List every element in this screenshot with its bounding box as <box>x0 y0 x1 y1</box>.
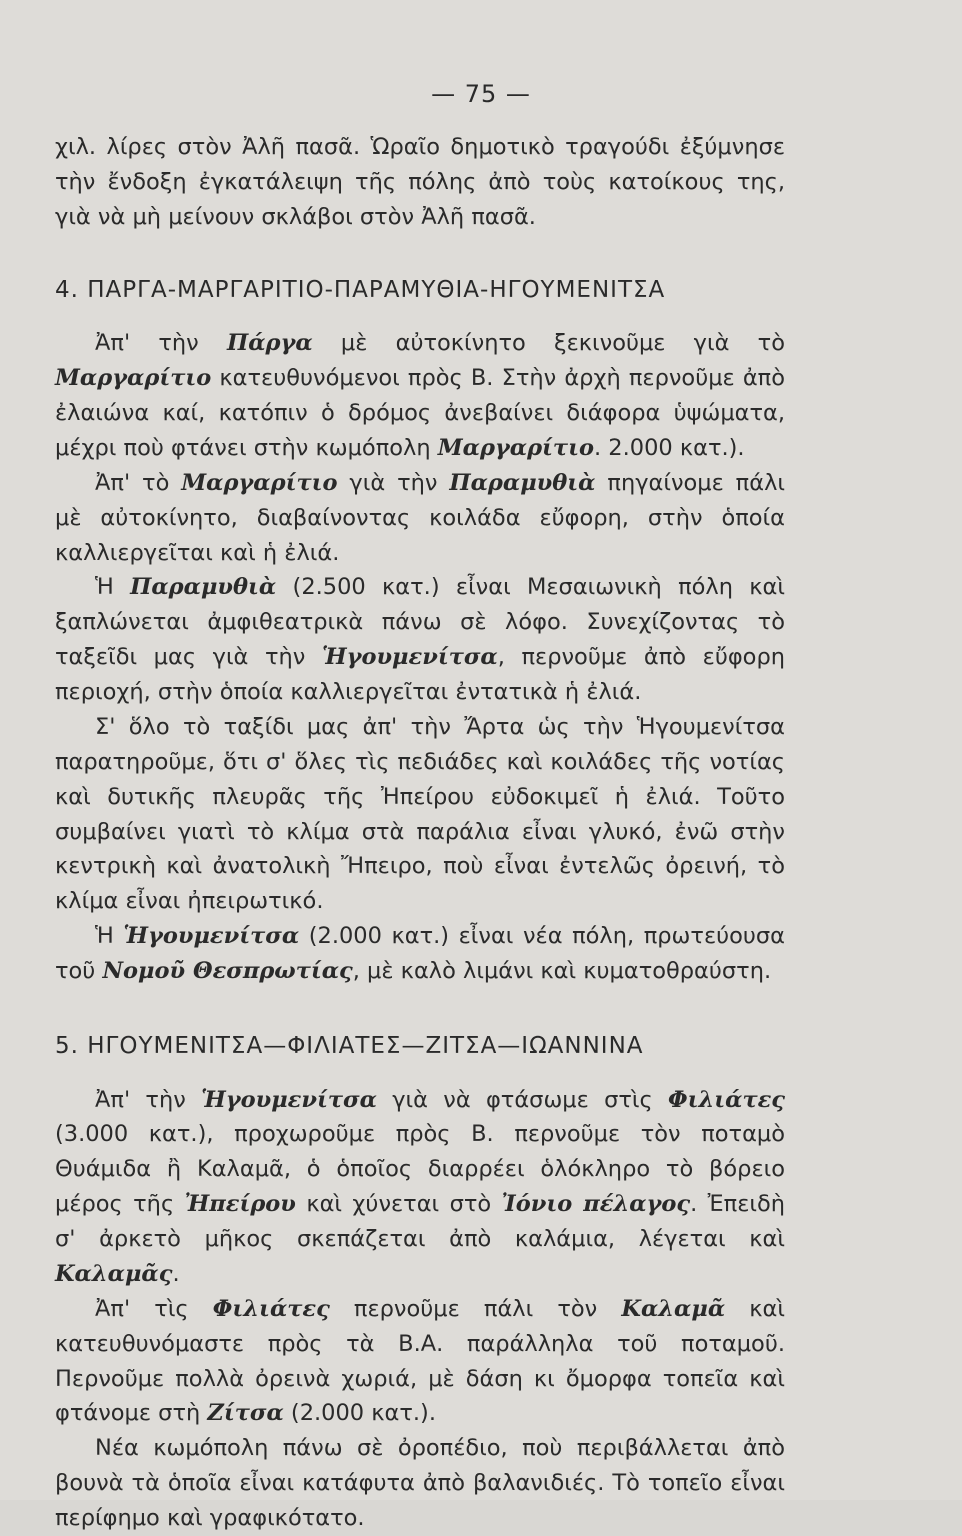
place-name: Καλαμᾶ <box>621 1295 726 1322</box>
intro-paragraph: χιλ. λίρες στὸν Ἀλῆ πασᾶ. Ὡραῖο δημοτικὸ τραγούδι ἐξύμνησε τὴν ἔνδοξη ἐγκατάλειψη τῆς πόλης ἀπὸ τοὺς κατοίκους της, γιὰ νὰ μὴ μείνουν σκλάβοι στὸν Ἀλῆ πασᾶ. <box>55 134 785 230</box>
section-4-paragraph-3 <box>55 570 785 710</box>
section-5-paragraph-3: Νέα κωμόπολη πάνω σὲ ὀροπέδιο, ποὺ περιβάλλεται ἀπὸ βουνὰ τὰ ὁποῖα εἶναι κατάφυτα ἀπὸ βαλανιδιές. Τὸ τοπεῖο εἶναι περίφημο καὶ γραφικότατο. <box>55 1435 785 1532</box>
text-run: Ἀπ' τὴν <box>95 1086 202 1113</box>
text-run: γιὰ τὴν <box>337 469 450 496</box>
text-run: γιὰ νὰ φτάσωμε στὶς <box>376 1086 668 1113</box>
page-content <box>55 130 785 1536</box>
place-name: Ζίτσα <box>207 1400 284 1427</box>
section-4-paragraph-2 <box>55 466 785 571</box>
text-run: Ἀπ' τὴν <box>95 330 227 357</box>
text-run: . Ἐπειδὴ σ' ἀρκετὸ μῆκος σκεπάζεται ἀπὸ καλάμια, λέγεται καὶ <box>55 1191 785 1253</box>
place-name: Πάργα <box>226 330 313 357</box>
place-name: Ἡγουμενίτσα <box>321 644 498 671</box>
text-run: πηγαίνομε πάλι μὲ αὐτοκίνητο, διαβαίνοντας κοιλάδα εὔφορη, στὴν ὁποία καλλιεργεῖται καὶ ἡ ἐλιά. <box>55 469 785 566</box>
text-run: καὶ κατευθυνόμαστε πρὸς τὰ Β.Α. παράλληλα τοῦ ποταμοῦ. Περνοῦμε πολλὰ ὀρεινὰ χωριά, μὲ δάση κι ὄμορφα τοπεῖα καὶ φτάνομε στὴ <box>55 1295 785 1427</box>
section-4-paragraph-1 <box>55 326 785 466</box>
section-5-paragraph-1 <box>55 1083 785 1292</box>
place-name: Φιλιάτες <box>212 1295 330 1322</box>
text-run: Ἡ <box>95 574 131 601</box>
place-name: Μαργαρίτιο <box>55 365 212 392</box>
text-run: (2.000 κατ.) εἶναι νέα πόλη, πρωτεύουσα τοῦ <box>55 923 785 985</box>
text-run: κατευθυνόμενοι πρὸς Β. Στὴν ἀρχὴ περνοῦμε ἀπὸ ἐλαιώνα καί, κατόπιν ὁ δρόμος ἀνεβαίνει διάφορα ὑψώματα, μέχρι ποὺ φτάνει στὴν κωμόπολη <box>55 365 785 461</box>
section-4-heading: 4. ΠΑΡΓΑ-ΜΑΡΓΑΡΙΤΙΟ-ΠΑΡΑΜΥΘΙΑ-ΗΓΟΥΜΕΝΙΤΣΑ <box>55 276 666 303</box>
text-run: Ἀπ' τὶς <box>95 1295 213 1322</box>
place-name: Καλαμᾶς <box>55 1260 173 1287</box>
place-name: Μαργαρίτιο <box>181 469 338 496</box>
text-run: . <box>172 1260 180 1287</box>
text-run: . 2.000 κατ.). <box>593 434 745 461</box>
text-run: καὶ χύνεται στὸ <box>295 1191 502 1218</box>
section-4-paragraph-4: Σ' ὅλο τὸ ταξίδι μας ἀπ' τὴν Ἄρτα ὡς τὴν Ἡγουμενίτσα παρατηροῦμε, ὅτι σ' ὅλες τὶς πεδιάδες καὶ κοιλάδες τῆς νοτίας καὶ δυτικῆς πλευρᾶς τῆς Ἠπείρου εὐδοκιμεῖ ἡ ἐλιά. Τοῦτο συμβαίνει γιατὶ τὸ κλίμα στὰ παράλια εἶναι γλυκό, ἐνῶ στὴν κεντρικὴ καὶ ἀνατολικὴ Ἤπειρο, ποὺ εἶναι ἐντελῶς ὀρεινή, τὸ κλίμα εἶναι ἠπειρωτικό. <box>55 713 785 915</box>
place-name: Ἡγουμενίτσα <box>123 923 300 950</box>
text-run: Ἡ <box>95 923 124 950</box>
place-name: Μαργαρίτιο <box>437 434 594 461</box>
page-number: — 75 — <box>431 80 531 108</box>
text-run: (3.000 κατ.), προχωροῦμε πρὸς Β. περνοῦμε τὸν ποταμὸ Θυάμιδα ἢ Καλαμᾶ, ὁ ὁποῖος διαρρέει ὁλόκληρο τὸ βόρειο μέρος τῆς <box>55 1121 785 1218</box>
place-name: Παραμυθιὰ <box>130 574 277 601</box>
place-name: Ἠπείρου <box>184 1191 296 1218</box>
text-run: (2.000 κατ.). <box>283 1400 436 1427</box>
section-5-heading: 5. ΗΓΟΥΜΕΝΙΤΣΑ—ΦΙΛΙΑΤΕΣ—ΖΙΤΣΑ—ΙΩΑΝΝΙΝΑ <box>55 1032 644 1059</box>
text-run: , μὲ καλὸ λιμάνι καὶ κυματοθραύστη. <box>352 958 772 985</box>
text-run: , περνοῦμε ἀπὸ εὔφορη περιοχή, στὴν ὁποία καλλιεργεῖται ἐντατικὰ ἡ ἐλιά. <box>55 644 785 706</box>
text-run: μὲ αὐτοκίνητο ξεκινοῦμε γιὰ τὸ <box>312 330 785 357</box>
place-name: Ἡγουμενίτσα <box>201 1086 377 1113</box>
text-run: (2.500 κατ.) εἶναι Μεσαιωνικὴ πόλη καὶ ξαπλώνεται ἀμφιθεατρικὰ πάνω σὲ λόφο. Συνεχίζοντας τὸ ταξεῖδι μας γιὰ τὴν <box>55 574 785 671</box>
text-run: Ἀπ' τὸ <box>95 469 182 496</box>
text-run: περνοῦμε πάλι τὸν <box>329 1295 622 1322</box>
section-5-paragraph-2 <box>55 1292 785 1432</box>
place-name: Ἰόνιο πέλαγος <box>501 1191 691 1218</box>
section-4-paragraph-5 <box>55 919 785 989</box>
place-name: Νομοῦ Θεσπρωτίας <box>102 958 353 985</box>
place-name: Παραμυθιὰ <box>449 469 596 496</box>
place-name: Φιλιάτες <box>668 1086 785 1113</box>
